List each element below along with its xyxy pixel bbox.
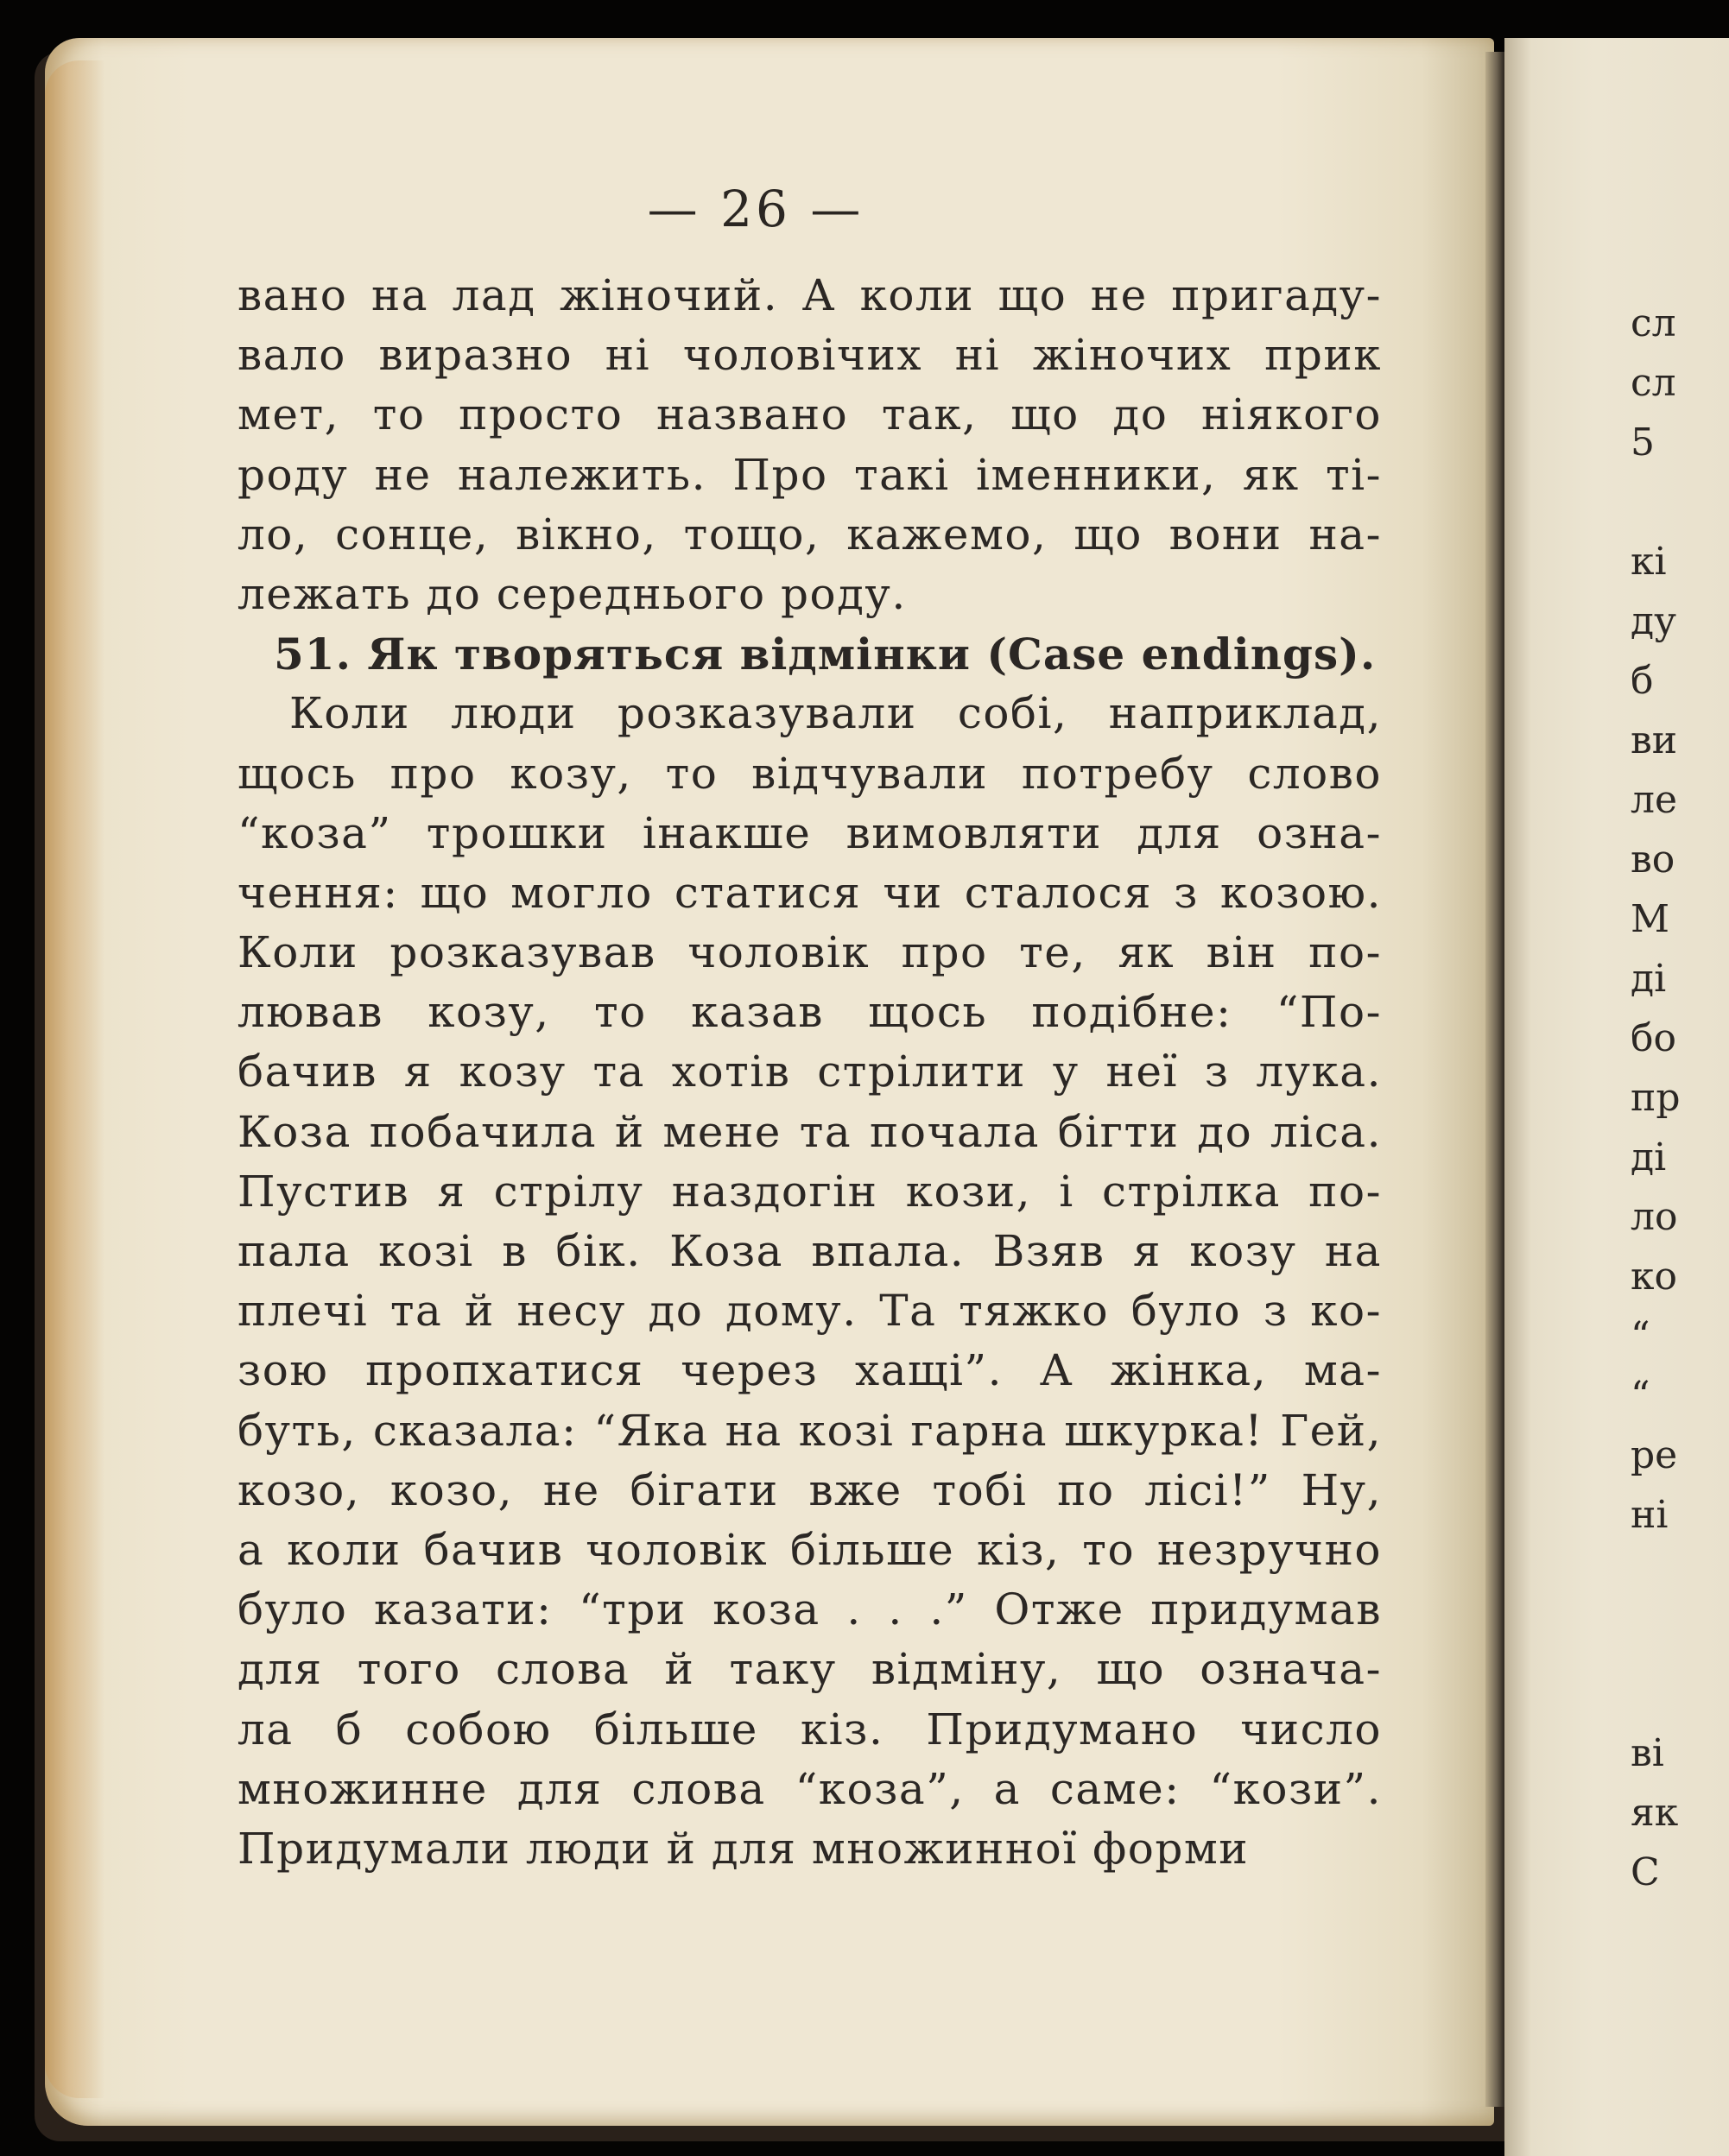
text-line: лежать до середнього роду. (238, 568, 907, 619)
fragment: “ (1631, 1374, 1650, 1418)
text-line: Придумали люди й для множинної форми (238, 1823, 1250, 1874)
fragment: ре (1631, 1433, 1678, 1477)
text-line: ло, сонце, вікно, тощо, кажемо, що вони на- (238, 509, 1382, 560)
text-line: лював козу, то казав щось подібне: “По- (238, 987, 1382, 1038)
fragment: ло (1631, 1195, 1678, 1239)
text-line: Пустив я стрілу наздогін кози, і стрілка по- (238, 1166, 1382, 1217)
fragment: “ (1631, 1314, 1650, 1358)
fragment: як (1631, 1791, 1679, 1835)
text-line: плечі та й несу до дому. Та тяжко було з ко- (238, 1286, 1382, 1337)
right-page (1504, 38, 1729, 2156)
page-edge (45, 60, 105, 2098)
text-line: щось про козу, то відчували потребу слово (238, 748, 1382, 799)
text-line: вано на лад жіночий. А коли що не пригаду- (238, 270, 1382, 320)
book-gutter (1485, 52, 1504, 2107)
text-line: роду не належить. Про такі іменники, як ті- (238, 449, 1382, 500)
fragment: ви (1631, 718, 1678, 762)
fragment: М (1631, 897, 1670, 941)
fragment: 5 (1631, 420, 1655, 465)
text-line: було казати: “три коза . . .” Отже придумав (238, 1584, 1382, 1635)
text-line: пала козі в бік. Коза впала. Взяв я козу на (238, 1226, 1382, 1276)
text-line: Коли люди розказували собі, наприклад, (289, 688, 1382, 739)
fragment: бо (1631, 1016, 1676, 1060)
text-line: козо, козо, не бігати вже тобі по лісі!” Ну, (238, 1464, 1382, 1515)
text-line: а коли бачив чоловік більше кіз, то незручно (238, 1524, 1382, 1575)
fragment (1631, 472, 1681, 532)
fragment: С (1631, 1850, 1660, 1894)
fragment (1631, 1604, 1681, 1664)
fragment: ко (1631, 1255, 1677, 1299)
fragment: ді (1631, 1135, 1667, 1179)
text-line: Коли розказував чоловік про те, як він по- (238, 927, 1382, 978)
text-line: ла б собою більше кіз. Придумано число (238, 1704, 1382, 1755)
fragment: ду (1631, 599, 1676, 643)
text-line: для того слова й таку відміну, що означа- (238, 1644, 1382, 1695)
fragment (1631, 1545, 1681, 1604)
text-line: “коза” трошки інакше вимовляти для озна- (238, 807, 1382, 858)
fragment: б (1631, 659, 1654, 703)
text-line: буть, сказала: “Яка на козі гарна шкурка! Гей, (238, 1405, 1382, 1456)
section-heading: 51. Як творяться відмінки (Case endings). (274, 629, 1377, 680)
text-line: мет, то просто названо так, що до ніякого (238, 389, 1382, 440)
page-text (238, 266, 1382, 1879)
fragment: ді (1631, 957, 1667, 1001)
fragment: сл (1631, 361, 1676, 405)
right-page-fragments (1631, 294, 1681, 1902)
fragment: кі (1631, 540, 1667, 584)
fragment (1631, 1664, 1681, 1723)
text-line: Коза побачила й мене та почала бігти до ліса. (238, 1106, 1382, 1157)
fragment: ві (1631, 1731, 1664, 1775)
text-line: чення: що могло статися чи сталося з козою. (238, 867, 1382, 918)
fragment: пр (1631, 1076, 1681, 1120)
text-line: зою пропхатися через хащі”. А жінка, ма- (238, 1345, 1382, 1396)
text-line: вало виразно ні чоловічих ні жіночих прик (238, 330, 1382, 381)
text-line: множинне для слова “коза”, а саме: “кози”. (238, 1763, 1382, 1814)
fragment: сл (1631, 301, 1676, 345)
fragment: ні (1631, 1493, 1669, 1537)
fragment: ле (1631, 778, 1677, 822)
text-line: бачив я козу та хотів стрілити у неї з лука. (238, 1046, 1382, 1097)
fragment: во (1631, 838, 1675, 882)
page-number: — 26 — (647, 180, 864, 238)
